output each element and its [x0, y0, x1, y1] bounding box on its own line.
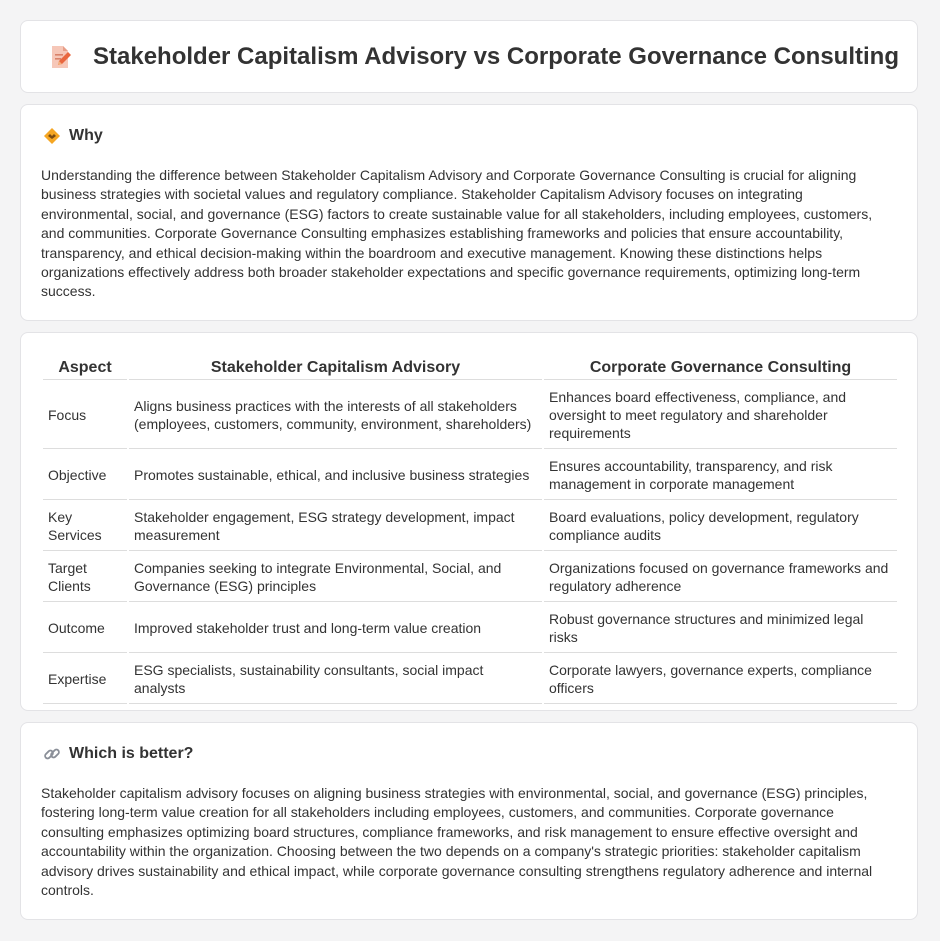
row-governance: Ensures accountability, transparency, and risk management in corporate management [544, 451, 897, 500]
table-row [43, 451, 897, 500]
row-stakeholder: Companies seeking to integrate Environmental, Social, and Governance (ESG) principles [129, 553, 542, 602]
row-stakeholder: ESG specialists, sustainability consultants, social impact analysts [129, 655, 542, 704]
row-governance: Board evaluations, policy development, regulatory compliance audits [544, 502, 897, 551]
why-text: Understanding the difference between Stakeholder Capitalism Advisory and Corporate Governance Consulting is crucial for aligning business strategies with societal values and regulatory compliance. Stakeholder Capitalism Advisory focuses on integrating environmental, social, and governance (ESG) factors to create sustainable value for all stakeholders, including employees, customers, and communities. Corporate Governance Consulting emphasizes establishing frameworks and policies that ensure accountability, transparency, and ethical decision-making within the boardroom and executive management. Knowing these distinctions helps organizations effectively address both broader stakeholder expectations and specific governance requirements, optimizing long-term success. [41, 167, 873, 300]
table-row [43, 604, 897, 653]
edit-document-icon [47, 44, 73, 70]
row-governance: Robust governance structures and minimized legal risks [544, 604, 897, 653]
header-card [20, 20, 918, 93]
link-icon [43, 745, 61, 763]
row-governance: Organizations focused on governance frameworks and regulatory adherence [544, 553, 897, 602]
which-better-text: Stakeholder capitalism advisory focuses on aligning business strategies with environmental, social, and governance (ESG) principles, fostering long-term value creation for all stakeholders including employees, customers, and communities. Corporate governance consulting emphasizes optimizing board structures, compliance frameworks, and risk management to ensure effective oversight and accountability within the organization. Choosing between the two depends on a company's strategic priorities: stakeholder capitalism advisory drives sustainability and ethical impact, while corporate governance consulting strengthens regulatory adherence and internal controls. [41, 785, 873, 899]
which-better-title: Which is better? [69, 745, 194, 762]
row-aspect: Focus [43, 382, 127, 449]
table-row [43, 553, 897, 602]
row-governance: Corporate lawyers, governance experts, compliance officers [544, 655, 897, 704]
row-governance: Enhances board effectiveness, compliance, and oversight to meet regulatory and shareholder requirements [544, 382, 897, 449]
why-section [20, 104, 918, 321]
row-aspect: Key Services [43, 502, 127, 551]
page-title: Stakeholder Capitalism Advisory vs Corporate Governance Consulting [93, 43, 899, 70]
table-header-row [43, 353, 897, 380]
comparison-table [41, 351, 899, 706]
row-aspect: Objective [43, 451, 127, 500]
row-aspect: Target Clients [43, 553, 127, 602]
row-aspect: Expertise [43, 655, 127, 704]
table-row [43, 655, 897, 704]
table-row [43, 502, 897, 551]
row-stakeholder: Aligns business practices with the interests of all stakeholders (employees, customers, community, environment, shareholders) [129, 382, 542, 449]
row-stakeholder: Improved stakeholder trust and long-term value creation [129, 604, 542, 653]
row-aspect: Outcome [43, 604, 127, 653]
table-row [43, 382, 897, 449]
why-title: Why [69, 127, 103, 144]
header-aspect: Aspect [43, 353, 127, 380]
comparison-card [20, 332, 918, 711]
which-better-section [20, 722, 918, 920]
header-governance: Corporate Governance Consulting [544, 353, 897, 380]
header-stakeholder: Stakeholder Capitalism Advisory [129, 353, 542, 380]
row-stakeholder: Stakeholder engagement, ESG strategy development, impact measurement [129, 502, 542, 551]
handshake-icon [43, 127, 61, 145]
row-stakeholder: Promotes sustainable, ethical, and inclusive business strategies [129, 451, 542, 500]
